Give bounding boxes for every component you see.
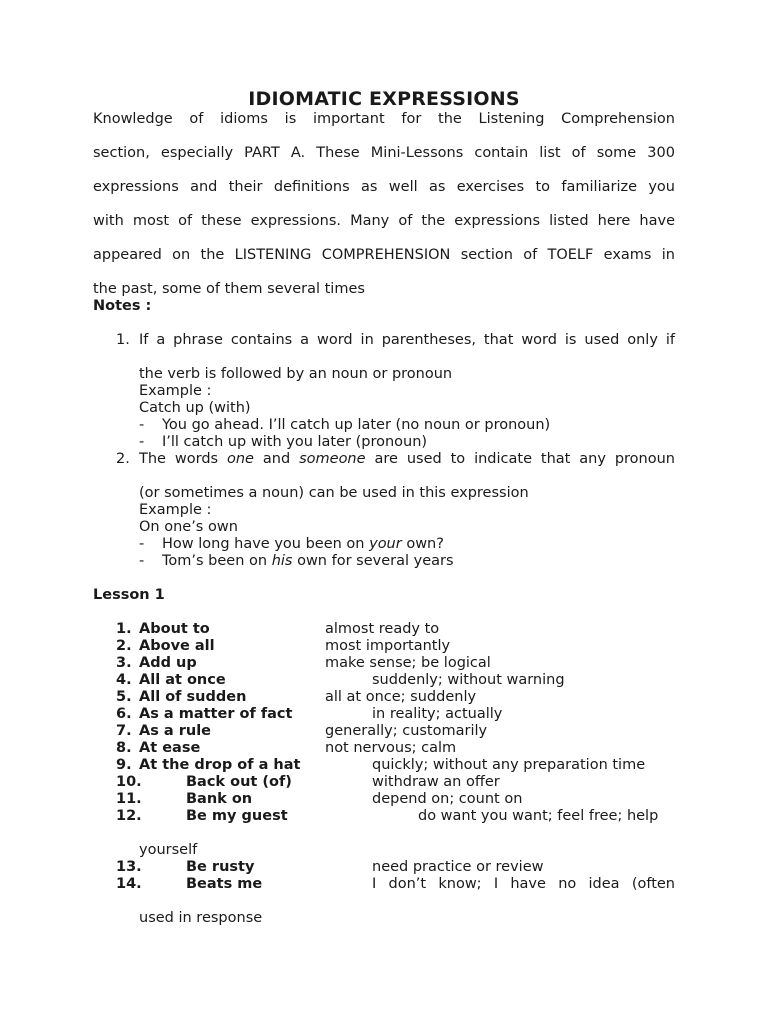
idiom-number: 14. (116, 876, 142, 892)
idiom-term: At ease (139, 740, 201, 756)
idiom-term: As a rule (139, 723, 212, 739)
idiom-definition: in reality; actually (372, 706, 503, 722)
idiom-definition: almost ready to (325, 621, 440, 637)
intro-line: Knowledge of idioms is important for the Listening Comprehension (93, 111, 675, 127)
idiom-definition: suddenly; without warning (372, 672, 565, 688)
example-phrase: On one’s own (139, 519, 238, 535)
idiom-definition: depend on; count on (372, 791, 523, 807)
idiom-number: 4. (116, 672, 132, 688)
idiom-definition: do want you want; feel free; help (418, 808, 659, 824)
idiom-definition: not nervous; calm (325, 740, 457, 756)
idiom-definition-continued: used in response (139, 910, 263, 926)
idiom-term: Bank on (186, 791, 253, 807)
idiom-term: Be my guest (186, 808, 288, 824)
idiom-number: 13. (116, 859, 142, 875)
page-title: IDIOMATIC EXPRESSIONS (248, 88, 520, 110)
idiom-definition: all at once; suddenly (325, 689, 477, 705)
idiom-term: As a matter of fact (139, 706, 293, 722)
idiom-number: 6. (116, 706, 132, 722)
idiom-number: 5. (116, 689, 132, 705)
idiom-term: About to (139, 621, 210, 637)
note-text: (or sometimes a noun) can be used in this expression (139, 485, 529, 501)
intro-line: section, especially PART A. These Mini-Lessons contain list of some 300 (93, 145, 675, 161)
idiom-term: All of sudden (139, 689, 247, 705)
idiom-definition: I don’t know; I have no idea (often (372, 876, 675, 892)
idiom-term: Add up (139, 655, 197, 671)
idiom-number: 9. (116, 757, 132, 773)
intro-line: expressions and their definitions as well as exercises to familiarize you (93, 179, 675, 195)
note-text: the verb is followed by an noun or pronoun (139, 366, 453, 382)
intro-line: with most of these expressions. Many of the expressions listed here have (93, 213, 675, 229)
idiom-number: 7. (116, 723, 132, 739)
example-sentence: I’ll catch up with you later (pronoun) (162, 434, 428, 450)
example-sentence: How long have you been on your own? (162, 536, 444, 552)
note-number: 2. (116, 451, 130, 467)
bullet-dash: - (139, 553, 145, 569)
intro-line: appeared on the LISTENING COMPREHENSION section of TOELF exams in (93, 247, 675, 263)
note-number: 1. (116, 332, 130, 348)
bullet-dash: - (139, 434, 145, 450)
idiom-number: 8. (116, 740, 132, 756)
example-sentence: Tom’s been on his own for several years (162, 553, 454, 569)
idiom-number: 1. (116, 621, 132, 637)
idiom-number: 10. (116, 774, 142, 790)
idiom-term: All at once (139, 672, 226, 688)
example-sentence: You go ahead. I’ll catch up later (no noun or pronoun) (162, 417, 551, 433)
idiom-definition: quickly; without any preparation time (372, 757, 646, 773)
idiom-number: 12. (116, 808, 142, 824)
idiom-term: Beats me (186, 876, 263, 892)
intro-line: the past, some of them several times (93, 281, 365, 297)
idiom-number: 3. (116, 655, 132, 671)
idiom-number: 11. (116, 791, 142, 807)
idiom-number: 2. (116, 638, 132, 654)
bullet-dash: - (139, 417, 145, 433)
note-text: If a phrase contains a word in parentheses, that word is used only if (139, 332, 675, 348)
idiom-definition: most importantly (325, 638, 451, 654)
idiom-definition: make sense; be logical (325, 655, 491, 671)
idiom-term: At the drop of a hat (139, 757, 301, 773)
idiom-term: Back out (of) (186, 774, 292, 790)
idiom-term: Above all (139, 638, 215, 654)
bullet-dash: - (139, 536, 145, 552)
idiom-definition: generally; customarily (325, 723, 488, 739)
idiom-definition: withdraw an offer (372, 774, 500, 790)
example-label: Example : (139, 502, 212, 518)
note-text: The words one and someone are used to indicate that any pronoun (139, 451, 675, 467)
lesson-heading: Lesson 1 (93, 587, 165, 603)
idiom-term: Be rusty (186, 859, 255, 875)
idiom-definition: need practice or review (372, 859, 544, 875)
notes-heading: Notes : (93, 298, 152, 314)
example-label: Example : (139, 383, 212, 399)
example-phrase: Catch up (with) (139, 400, 251, 416)
idiom-definition-continued: yourself (139, 842, 198, 858)
